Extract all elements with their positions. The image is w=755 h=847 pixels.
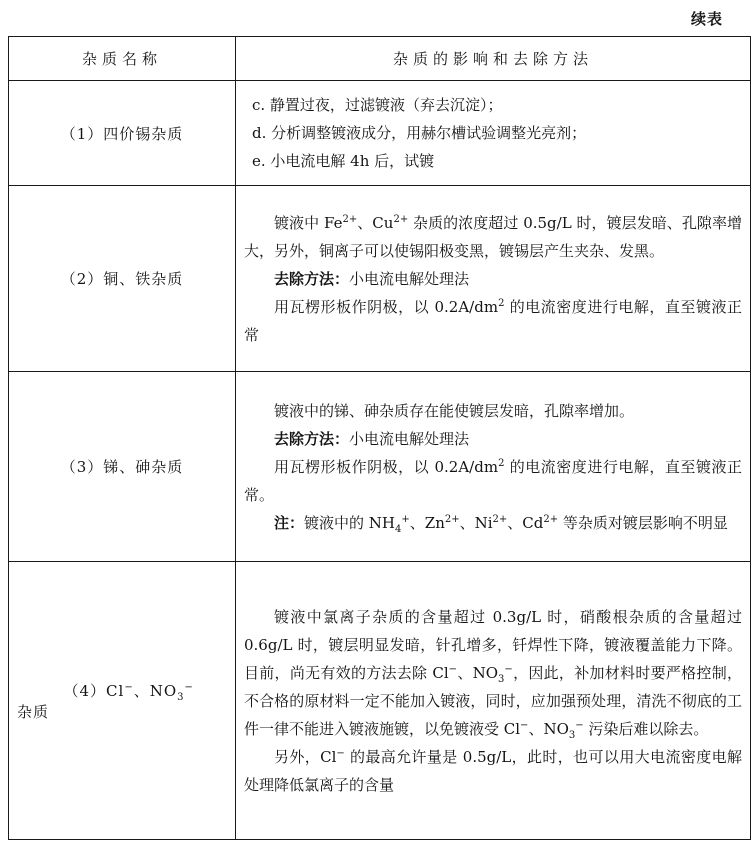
- impurity-name-cell: [9, 372, 236, 562]
- superscript: 2+: [393, 213, 409, 225]
- text-run: 另外，Cl: [274, 747, 337, 766]
- text-run: 杂质的浓度超过 0.5g/L 时，镀层发暗、孔隙率增大，另外，铜离子可以使锡阳极变黑，镀锡层产生夹杂、发黑。: [244, 213, 743, 260]
- superscript: 2+: [543, 513, 559, 525]
- note-label: 注：: [274, 513, 305, 532]
- impurity-name: [17, 680, 235, 701]
- method-text: 小电流电解处理法: [349, 269, 470, 288]
- superscript: −: [520, 719, 529, 731]
- text-run: 、Cu: [357, 213, 394, 232]
- superscript: 2+: [342, 213, 358, 225]
- step-c: c. 静置过夜，过滤镀液（弃去沉淀）；: [252, 96, 503, 114]
- method-paragraph: [244, 265, 742, 293]
- text-run: 镀液中 Fe: [274, 213, 343, 232]
- text-run: ，因此，补加材料时要严格控制，不合格的原材料一定不能加入镀液，同时，应加强预处理，清洗不彻底的工件一律不能进入镀液施镀，以免镀液受 Cl: [244, 663, 742, 738]
- impurity-name-cell: [9, 81, 236, 186]
- procedure-paragraph: [244, 293, 742, 349]
- superscript: −: [448, 663, 458, 675]
- text-run: 、Zn: [409, 513, 445, 532]
- subscript: 3: [498, 673, 505, 685]
- text-run: 镀液中的 NH: [304, 513, 395, 532]
- effect-cell: [236, 186, 751, 372]
- text-run: 等杂质对镀层影响不明显: [558, 513, 728, 532]
- text-run: 的最高允许量是 0.5g/L，此时，也可以用大电流密度电解处理降低氯离子的含量: [244, 747, 742, 794]
- superscript: −: [184, 681, 194, 693]
- header-effect-removal: 杂质的影响和去除方法: [236, 37, 751, 81]
- superscript: −: [124, 681, 134, 693]
- impurity-table: [8, 36, 751, 840]
- continued-label: 续表: [690, 10, 723, 28]
- method-text: 小电流电解处理法: [349, 429, 470, 448]
- table-row: [9, 372, 751, 562]
- additional-paragraph: [244, 743, 742, 799]
- superscript: 2: [498, 297, 505, 309]
- impurity-name-suffix: 杂质: [17, 702, 50, 721]
- procedure-paragraph: [244, 453, 742, 509]
- superscript: −: [336, 747, 345, 759]
- text-run: 用瓦楞形板作阴极，以 0.2A/dm: [274, 297, 499, 316]
- impurity-name-cell: [9, 186, 236, 372]
- step-e: e. 小电流电解 4h 后，试镀: [252, 152, 435, 170]
- superscript: −: [504, 663, 513, 675]
- impurity-name-cell: [9, 562, 236, 840]
- method-label: 去除方法：: [274, 269, 350, 288]
- subscript: 3: [568, 729, 576, 741]
- step-d: d. 分析调整镀液成分，用赫尔槽试验调整光亮剂；: [252, 124, 587, 142]
- subscript: 3: [177, 691, 185, 703]
- effect-cell: [236, 372, 751, 562]
- text-run: 、NO: [528, 719, 569, 738]
- text-run: （4）Cl: [63, 681, 125, 700]
- impurity-name: （2）铜、铁杂质: [60, 270, 184, 288]
- effect-paragraph: 镀液中的锑、砷杂质存在能使镀层发暗，孔隙率增加。: [274, 401, 635, 420]
- text-run: 镀液中氯离子杂质的含量超过 0.3g/L 时，硝酸根杂质的含量超过 0.6g/L 时，镀层明显发暗，针孔增多，钎焊性下降，镀液覆盖能力下降。目前，尚无有效的方法去除 Cl: [244, 607, 742, 682]
- text-run: 的电流密度进行电解，直至镀液正常: [244, 297, 742, 344]
- superscript: 2+: [444, 513, 460, 525]
- effect-cell: [236, 81, 751, 186]
- method-paragraph: [244, 425, 742, 453]
- subscript: 4: [395, 523, 402, 535]
- text-run: 、NO: [457, 663, 499, 682]
- method-label: 去除方法：: [274, 429, 350, 448]
- text-run: 的电流密度进行电解，直至镀液正常。: [244, 457, 742, 504]
- text-run: 污染后难以除去。: [583, 719, 709, 738]
- table-header-row: [9, 37, 751, 81]
- table-row: [9, 562, 751, 840]
- text-run: 、Cd: [507, 513, 544, 532]
- effect-paragraph: [244, 603, 742, 743]
- superscript: 2: [498, 457, 505, 469]
- header-impurity-name: 杂质名称: [9, 37, 236, 81]
- effect-cell: [236, 562, 751, 840]
- text-run: 、Ni: [459, 513, 493, 532]
- superscript: +: [401, 513, 410, 525]
- table-row: [9, 186, 751, 372]
- note-paragraph: [244, 509, 742, 537]
- superscript: 2+: [492, 513, 508, 525]
- impurity-name: （3）锑、砷杂质: [60, 458, 184, 476]
- text-run: 、NO: [133, 681, 178, 700]
- impurity-name: （1）四价锡杂质: [60, 124, 184, 143]
- effect-paragraph: [244, 209, 742, 265]
- superscript: −: [575, 719, 584, 731]
- table-row: [9, 81, 751, 186]
- text-run: 用瓦楞形板作阴极，以 0.2A/dm: [274, 457, 499, 476]
